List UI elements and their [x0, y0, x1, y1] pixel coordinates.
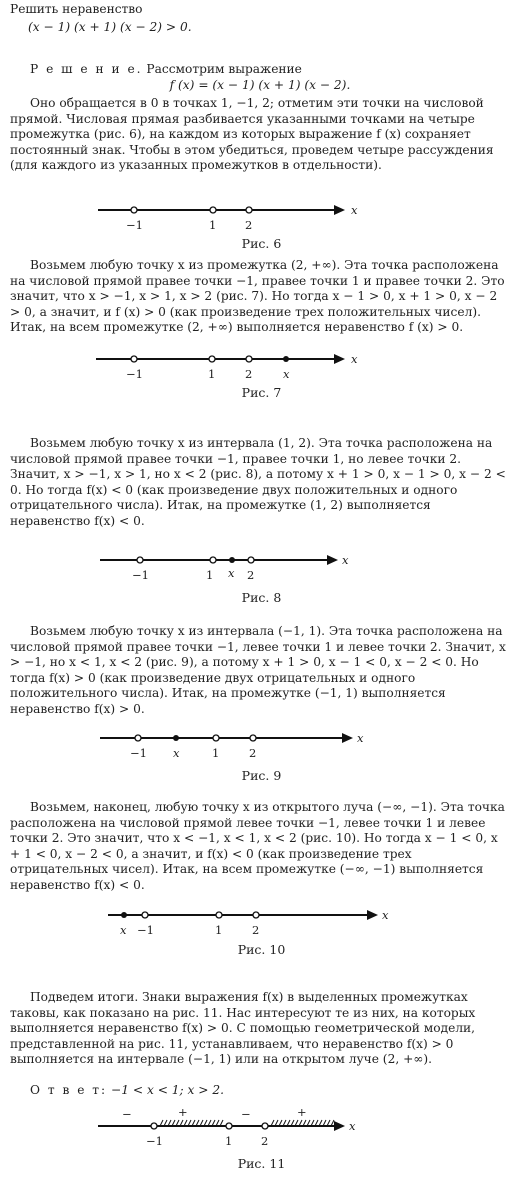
paragraph-3: Возьмем любую точку x из интервала (1, 2). Эта точка расположена на числовой прямой правее точки −1, правее точки 1, но левее точки 2. Значит, x > −1, x > 1, но x < 2 (рис. 8), а потому x + 1 > 0, x − 1 > 0, x − 2 < 0. Но тогда f(x) < 0 (как произведение двух положительных и одного отрицательного числа). Итак, на промежутке (1, 2) выполняется неравенство f(x) < 0.: [10, 436, 506, 528]
tick-label-minus-1: −1: [130, 746, 147, 760]
point-x: [283, 356, 289, 362]
point-minus-1: [131, 356, 137, 362]
point-x: [229, 557, 235, 563]
point-2: [246, 207, 252, 213]
figure-8-number-line: [0, 548, 523, 580]
point-x-label: x: [283, 367, 290, 381]
paragraph-6: Подведем итоги. Знаки выражения f(x) в выделенных промежутках таковы, как показано на рис. 11. Нас интересуют те из них, на которых выполняется неравенство f(x) > 0. С помощью геометрической модели, представленной на рис. 11, устанавливаем, что неравенство f(x) > 0 выполняется на интервале (−1, 1) или на открытом луче (2, +∞).: [10, 990, 476, 1067]
point-1: [210, 557, 216, 563]
tick-label-1: 1: [215, 923, 223, 937]
axis-label: x: [349, 1119, 356, 1133]
tick-label-minus-1: −1: [126, 367, 143, 381]
tick-label-minus-1: −1: [126, 218, 143, 232]
figure-7-number-line: [0, 347, 523, 379]
point-x: [173, 735, 179, 741]
sign-minus-middle: −: [241, 1107, 251, 1121]
figure-11-number-line: [0, 1100, 523, 1150]
tick-label-2: 2: [247, 568, 255, 582]
tick-label-2: 2: [245, 218, 253, 232]
solution-intro: Рассмотрим выражение: [146, 62, 302, 76]
answer-label: О т в е т:: [30, 1083, 108, 1097]
point-minus-1: [131, 207, 137, 213]
tick-label-1: 1: [208, 367, 216, 381]
sign-plus-middle: +: [178, 1105, 188, 1119]
point-x-label: x: [120, 923, 127, 937]
point-x-label: x: [173, 746, 180, 760]
figure-10-caption: Рис. 10: [237, 942, 286, 957]
expression: f (x) = (x − 1) (x + 1) (x − 2).: [169, 78, 351, 92]
paragraph-2: Возьмем любую точку x из промежутка (2, +∞). Эта точка расположена на числовой прямой правее точки −1, правее точки 1 и правее точки 2. Это значит, что x > −1, x > 1, x > 2 (рис. 7). Но тогда x − 1 > 0, x + 1 > 0, x − 2 > 0, а значит, и f (x) > 0 (как произведение трех положительных чисел). Итак, на всем промежутке (2, +∞) выполняется неравенство f (x) > 0.: [10, 258, 505, 335]
figure-9-number-line: [0, 726, 523, 758]
point-2: [262, 1123, 268, 1129]
paragraph-5: Возьмем, наконец, любую точку x из открытого луча (−∞, −1). Эта точка расположена на числовой прямой левее точки −1, левее точки 1 и левее точки 2. Это значит, что x < −1, x < 1, x < 2 (рис. 10). Но тогда x − 1 < 0, x + 1 < 0, x − 2 < 0, а значит, и f(x) < 0 (как произведение трех отрицательных чисел). Итак, на всем промежутке (−∞, −1) выполняется неравенство f(x) < 0.: [10, 800, 505, 892]
point-minus-1: [151, 1123, 157, 1129]
tick-label-2: 2: [252, 923, 260, 937]
point-2: [246, 356, 252, 362]
solution-label: Р е ш е н и е.: [30, 62, 143, 76]
point-x-label: x: [228, 566, 235, 580]
axis-arrow: [327, 555, 338, 565]
tick-label-1: 1: [225, 1134, 233, 1148]
axis-label: x: [357, 731, 364, 745]
answer-value: −1 < x < 1; x > 2.: [111, 1083, 224, 1097]
point-1: [210, 207, 216, 213]
figure-9-caption: Рис. 9: [241, 768, 282, 783]
tick-label-1: 1: [212, 746, 220, 760]
paragraph-4: Возьмем любую точку x из интервала (−1, 1). Эта точка расположена на числовой прямой правее точки −1, левее точки 1 и левее точки 2. Значит, x > −1, но x < 1, x < 2 (рис. 9), а потому x + 1 > 0, x − 1 < 0, x − 2 < 0. Но тогда f(x) > 0 (как произведение двух отрицательных и одного положительного числа). Итак, на промежутке (−1, 1) выполняется неравенство f(x) > 0.: [10, 624, 506, 716]
tick-label-2: 2: [249, 746, 257, 760]
tick-label-2: 2: [245, 367, 253, 381]
point-2: [250, 735, 256, 741]
point-minus-1: [135, 735, 141, 741]
axis-arrow: [342, 733, 353, 743]
tick-label-1: 1: [206, 568, 214, 582]
point-2: [248, 557, 254, 563]
problem-inequality: (x − 1) (x + 1) (x − 2) > 0.: [28, 20, 192, 34]
point-x: [121, 912, 127, 918]
axis-label: x: [351, 203, 358, 217]
tick-label-minus-1: −1: [137, 923, 154, 937]
axis-arrow: [334, 354, 345, 364]
point-2: [253, 912, 259, 918]
axis-arrow: [334, 1121, 345, 1131]
problem-title: Решить неравенство: [10, 2, 143, 16]
answer-line: [10, 1083, 510, 1099]
point-1: [216, 912, 222, 918]
tick-label-1: 1: [209, 218, 217, 232]
point-minus-1: [137, 557, 143, 563]
axis-label: x: [382, 908, 389, 922]
paragraph-1: Оно обращается в 0 в точках 1, −1, 2; отметим эти точки на числовой прямой. Числовая прямая разбивается указанными точками на четыре промежутка (рис. 6), на каждом из которых выражение f (x) сохраняет постоянный знак. Чтобы в этом убедиться, проведем четыре рассуждения (для каждого из указанных промежутков в отдельности).: [10, 96, 494, 173]
figure-6-number-line: [0, 198, 523, 230]
point-1: [226, 1123, 232, 1129]
solution-heading: [10, 62, 510, 78]
figure-6-caption: Рис. 6: [241, 236, 282, 251]
axis-arrow: [334, 205, 345, 215]
tick-label-2: 2: [261, 1134, 269, 1148]
axis-arrow: [367, 910, 378, 920]
figure-11-caption: Рис. 11: [237, 1156, 286, 1171]
figure-8-caption: Рис. 8: [241, 590, 282, 605]
point-minus-1: [142, 912, 148, 918]
figure-7-caption: Рис. 7: [241, 385, 282, 400]
sign-minus-left: −: [122, 1107, 132, 1121]
point-1: [213, 735, 219, 741]
axis-label: x: [342, 553, 349, 567]
sign-plus-right: +: [297, 1105, 307, 1119]
tick-label-minus-1: −1: [146, 1134, 163, 1148]
figure-10-number-line: [0, 903, 523, 935]
point-1: [209, 356, 215, 362]
axis-label: x: [351, 352, 358, 366]
tick-label-minus-1: −1: [132, 568, 149, 582]
